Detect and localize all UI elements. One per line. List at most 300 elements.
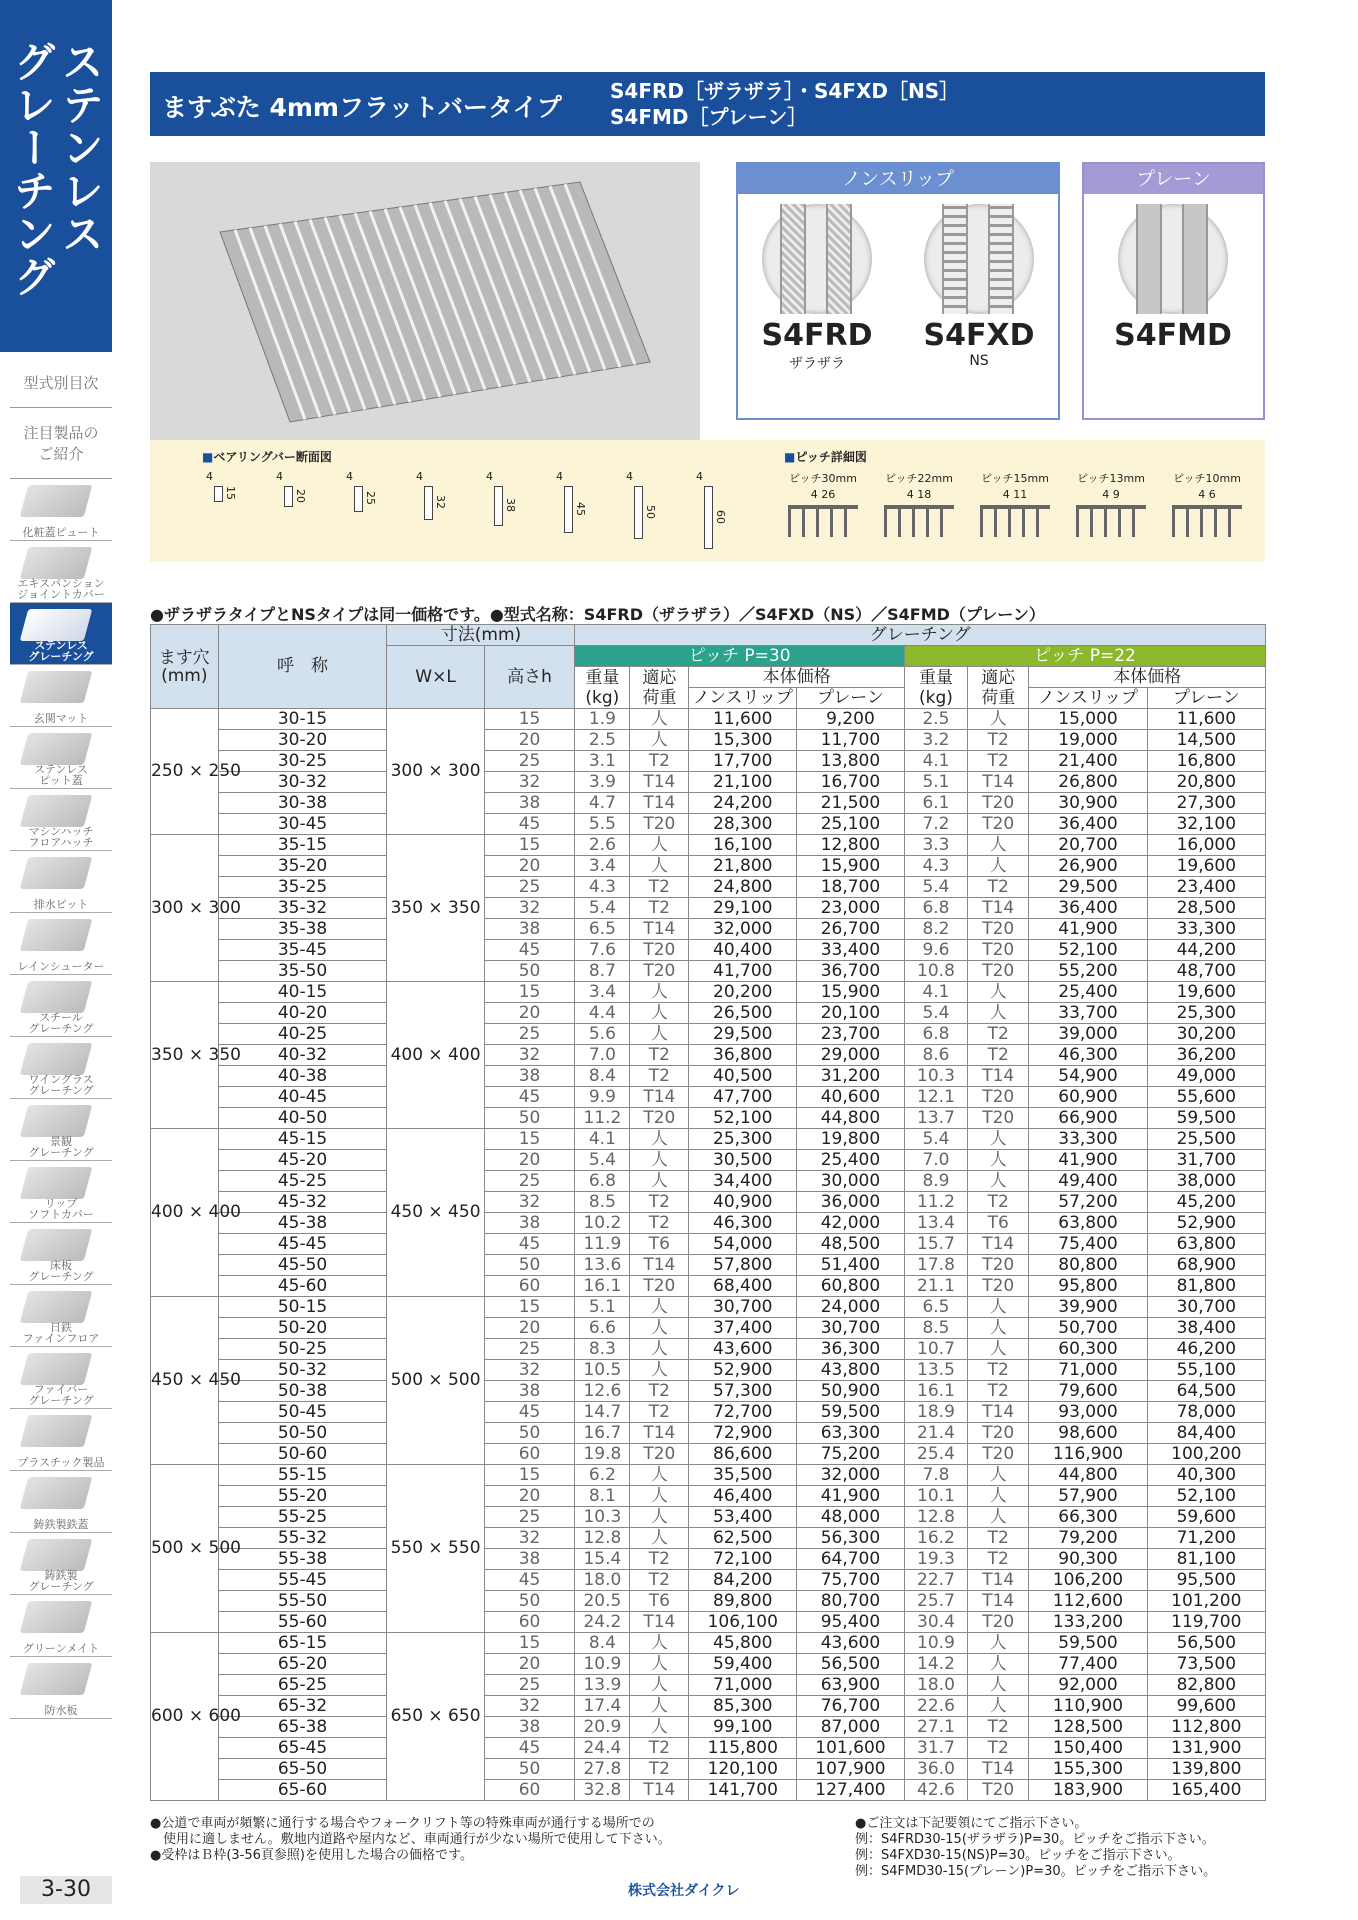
load-30: T20 (630, 1444, 689, 1465)
weight-22: 22.6 (904, 1696, 967, 1717)
price-ns-30: 11,600 (689, 709, 797, 730)
price-pl-22: 45,200 (1147, 1192, 1265, 1213)
table-row (151, 1255, 1266, 1276)
weight-30: 24.2 (575, 1612, 630, 1633)
model-name: 55-45 (218, 1570, 387, 1591)
table-row (151, 940, 1266, 961)
detail-diagrams (150, 440, 1265, 562)
price-ns-22: 25,400 (1029, 982, 1147, 1003)
load-30: T2 (630, 1402, 689, 1423)
sidebar-product[interactable] (10, 1533, 112, 1595)
price-pl-30: 20,100 (797, 1003, 905, 1024)
model-name: 35-38 (218, 919, 387, 940)
price-ns-30: 16,100 (689, 835, 797, 856)
weight-30: 8.1 (575, 1486, 630, 1507)
price-pl-30: 24,000 (797, 1297, 905, 1318)
pitch-dims: 4 11 (1002, 488, 1028, 501)
sidebar-product[interactable] (10, 1161, 112, 1223)
price-pl-22: 16,800 (1147, 751, 1265, 772)
weight-30: 5.4 (575, 898, 630, 919)
table-row (151, 1360, 1266, 1381)
sidebar-product[interactable] (10, 913, 112, 975)
weight-22: 13.4 (904, 1213, 967, 1234)
weight-22: 8.2 (904, 919, 967, 940)
price-pl-22: 59,500 (1147, 1108, 1265, 1129)
height: 25 (484, 1171, 575, 1192)
load-22: 人 (968, 1675, 1029, 1696)
sidebar-title-text (8, 40, 105, 352)
sidebar-product[interactable] (10, 1223, 112, 1285)
bearing-bar (270, 470, 310, 550)
load-22: T20 (968, 1276, 1029, 1297)
price-pl-30: 43,800 (797, 1360, 905, 1381)
sidebar-product[interactable] (10, 479, 112, 541)
price-ns-30: 106,100 (689, 1612, 797, 1633)
load-30: T14 (630, 1780, 689, 1801)
price-pl-30: 11,700 (797, 730, 905, 751)
price-pl-30: 25,100 (797, 814, 905, 835)
weight-30: 3.4 (575, 982, 630, 1003)
load-30: T14 (630, 1255, 689, 1276)
load-22: 人 (968, 1318, 1029, 1339)
price-pl-22: 165,400 (1147, 1780, 1265, 1801)
price-pl-22: 139,800 (1147, 1759, 1265, 1780)
sidebar-nav (10, 358, 112, 1719)
price-ns-22: 46,300 (1029, 1045, 1147, 1066)
weight-30: 4.3 (575, 877, 630, 898)
price-pl-30: 13,800 (797, 751, 905, 772)
bearing-bar (690, 470, 730, 550)
model-name: 30-38 (218, 793, 387, 814)
height: 15 (484, 1465, 575, 1486)
frame-size: 400 × 400 (387, 982, 484, 1129)
model-name: 55-60 (218, 1612, 387, 1633)
weight-22: 6.8 (904, 898, 967, 919)
table-row (151, 898, 1266, 919)
weight-22: 4.1 (904, 982, 967, 1003)
price-ns-30: 141,700 (689, 1780, 797, 1801)
height: 15 (484, 1633, 575, 1654)
weight-22: 4.3 (904, 856, 967, 877)
load-30: 人 (630, 1297, 689, 1318)
height: 25 (484, 1675, 575, 1696)
price-ns-30: 24,200 (689, 793, 797, 814)
weight-22: 7.0 (904, 1150, 967, 1171)
price-ns-30: 30,500 (689, 1150, 797, 1171)
price-pl-22: 16,000 (1147, 835, 1265, 856)
price-pl-30: 127,400 (797, 1780, 905, 1801)
price-pl-30: 56,300 (797, 1528, 905, 1549)
weight-30: 7.6 (575, 940, 630, 961)
weight-30: 13.9 (575, 1675, 630, 1696)
model-name: 55-20 (218, 1486, 387, 1507)
sidebar-product[interactable] (10, 1347, 112, 1409)
weight-30: 5.6 (575, 1024, 630, 1045)
table-row (151, 1465, 1266, 1486)
weight-22: 13.5 (904, 1360, 967, 1381)
price-pl-30: 41,900 (797, 1486, 905, 1507)
price-pl-30: 23,700 (797, 1024, 905, 1045)
s4fxd-sub: NS (969, 353, 989, 369)
load-22: 人 (968, 1297, 1029, 1318)
load-30: T2 (630, 1213, 689, 1234)
nonslip-heading: ノンスリップ (738, 164, 1058, 194)
s4frd-surface-icon (762, 204, 872, 314)
height: 45 (484, 1738, 575, 1759)
height: 20 (484, 856, 575, 877)
price-ns-22: 150,400 (1029, 1738, 1147, 1759)
sidebar-product-label: ファイバー グレーチング (28, 1383, 94, 1407)
load-22: T2 (968, 1360, 1029, 1381)
table-row (151, 1402, 1266, 1423)
table-row (151, 1759, 1266, 1780)
weight-22: 4.1 (904, 751, 967, 772)
product-thumbnail (20, 485, 93, 517)
product-thumbnail (20, 1291, 93, 1323)
price-ns-30: 41,700 (689, 961, 797, 982)
model-name: 50-32 (218, 1360, 387, 1381)
price-pl-22: 46,200 (1147, 1339, 1265, 1360)
table-row (151, 1381, 1266, 1402)
price-ns-30: 62,500 (689, 1528, 797, 1549)
price-pl-30: 9,200 (797, 709, 905, 730)
model-name: 45-45 (218, 1234, 387, 1255)
load-30: 人 (630, 1633, 689, 1654)
load-22: T2 (968, 1192, 1029, 1213)
load-22: T2 (968, 1549, 1029, 1570)
price-pl-22: 81,100 (1147, 1549, 1265, 1570)
sidebar-product[interactable] (10, 727, 112, 789)
weight-22: 22.7 (904, 1570, 967, 1591)
weight-22: 17.8 (904, 1255, 967, 1276)
load-30: T2 (630, 1759, 689, 1780)
sidebar-product[interactable] (10, 789, 112, 851)
load-30: 人 (630, 1024, 689, 1045)
load-30: T14 (630, 1423, 689, 1444)
table-row (151, 1066, 1266, 1087)
sidebar-product[interactable] (10, 851, 112, 913)
price-ns-22: 44,800 (1029, 1465, 1147, 1486)
height: 60 (484, 1276, 575, 1297)
load-22: 人 (968, 1465, 1029, 1486)
price-ns-22: 41,900 (1029, 919, 1147, 940)
price-pl-30: 29,000 (797, 1045, 905, 1066)
bar-height: 38 (504, 498, 517, 512)
price-ns-30: 21,100 (689, 772, 797, 793)
weight-30: 14.7 (575, 1402, 630, 1423)
load-22: T14 (968, 772, 1029, 793)
page-title-bar (150, 72, 1265, 136)
load-22: T20 (968, 1780, 1029, 1801)
table-row (151, 1549, 1266, 1570)
sidebar-product[interactable] (10, 603, 112, 665)
load-30: 人 (630, 1528, 689, 1549)
price-ns-22: 26,800 (1029, 772, 1147, 793)
col-dim: 寸法(mm) (387, 625, 575, 646)
pitch-dims: 4 9 (1102, 488, 1120, 501)
height: 50 (484, 1255, 575, 1276)
sidebar-product[interactable] (10, 665, 112, 727)
sidebar-link[interactable]: 型式別目次 (10, 358, 112, 408)
load-22: 人 (968, 1339, 1029, 1360)
bar-section (424, 486, 433, 520)
table-row (151, 1150, 1266, 1171)
sidebar-product[interactable] (10, 975, 112, 1037)
table-row (151, 751, 1266, 772)
sidebar-product[interactable] (10, 1657, 112, 1719)
price-pl-22: 38,000 (1147, 1171, 1265, 1192)
frame-size: 350 × 350 (387, 835, 484, 982)
pitch-dims: 4 26 (810, 488, 836, 501)
sidebar-product-label: ステンレス グレーチング (28, 639, 94, 663)
load-22: T20 (968, 940, 1029, 961)
bearing-bar (480, 470, 520, 550)
model-name: 35-50 (218, 961, 387, 982)
weight-22: 5.4 (904, 1003, 967, 1024)
model-name: 40-25 (218, 1024, 387, 1045)
load-30: T6 (630, 1234, 689, 1255)
weight-22: 19.3 (904, 1549, 967, 1570)
price-ns-22: 33,300 (1029, 1129, 1147, 1150)
s4fxd-code: S4FXD (923, 318, 1035, 353)
load-22: T2 (968, 751, 1029, 772)
weight-22: 14.2 (904, 1654, 967, 1675)
model-name: 40-32 (218, 1045, 387, 1066)
price-ns-30: 20,200 (689, 982, 797, 1003)
price-pl-30: 36,300 (797, 1339, 905, 1360)
price-ns-30: 52,900 (689, 1360, 797, 1381)
bar-section (564, 486, 573, 533)
price-ns-22: 54,900 (1029, 1066, 1147, 1087)
price-ns-30: 99,100 (689, 1717, 797, 1738)
weight-30: 20.5 (575, 1591, 630, 1612)
height: 38 (484, 793, 575, 814)
load-30: T2 (630, 1738, 689, 1759)
pitch-item (1066, 470, 1156, 537)
load-22: T20 (968, 1108, 1029, 1129)
weight-30: 4.4 (575, 1003, 630, 1024)
price-pl-22: 78,000 (1147, 1402, 1265, 1423)
load-30: T2 (630, 1066, 689, 1087)
model-name: 35-45 (218, 940, 387, 961)
model-name: 65-60 (218, 1780, 387, 1801)
price-pl-30: 60,800 (797, 1276, 905, 1297)
bar-width: 4 (206, 470, 213, 483)
pitch-item (1162, 470, 1252, 537)
price-ns-22: 33,700 (1029, 1003, 1147, 1024)
weight-30: 8.3 (575, 1339, 630, 1360)
load-30: 人 (630, 1696, 689, 1717)
load-22: T14 (968, 1234, 1029, 1255)
load-22: T14 (968, 1570, 1029, 1591)
weight-30: 12.6 (575, 1381, 630, 1402)
model-name: 40-38 (218, 1066, 387, 1087)
s4frd-sub: ザラザラ (789, 356, 845, 372)
height: 32 (484, 898, 575, 919)
footnote-order: ●ご注文は下記要領にてご指示下さい。 例：S4FRD30-15(ザラザラ)P=30。ピッチをご指示下さい。 例：S4FXD30-15(NS)P=30。ピッチをご指示下さい。 例：S4FMD30-15(プレーン)P=30。ピッチをご指示下さい。 (855, 1816, 1217, 1879)
height: 25 (484, 1507, 575, 1528)
height: 15 (484, 982, 575, 1003)
price-pl-30: 15,900 (797, 856, 905, 877)
price-ns-22: 15,000 (1029, 709, 1147, 730)
load-22: T14 (968, 1402, 1029, 1423)
load-22: 人 (968, 835, 1029, 856)
pitch-label: ピッチ13mm (1077, 472, 1145, 485)
price-pl-30: 48,000 (797, 1507, 905, 1528)
table-row (151, 1507, 1266, 1528)
sidebar-link[interactable]: 注目製品の ご紹介 (10, 408, 112, 479)
sidebar-product-label: 玄関マット (33, 712, 89, 725)
height: 32 (484, 1528, 575, 1549)
price-pl-22: 14,500 (1147, 730, 1265, 751)
col-pitch30: ピッチ P=30 (575, 646, 904, 667)
model-name: 30-20 (218, 730, 387, 751)
load-30: T20 (630, 1108, 689, 1129)
height: 50 (484, 1591, 575, 1612)
model-name: 65-20 (218, 1654, 387, 1675)
height: 45 (484, 1087, 575, 1108)
price-ns-22: 183,900 (1029, 1780, 1147, 1801)
load-22: 人 (968, 856, 1029, 877)
load-22: T14 (968, 1591, 1029, 1612)
hole-size: 450 × 450 (151, 1297, 219, 1465)
product-thumbnail (20, 671, 93, 703)
weight-30: 4.1 (575, 1129, 630, 1150)
price-ns-22: 128,500 (1029, 1717, 1147, 1738)
product-thumbnail (20, 981, 93, 1013)
bar-width: 4 (696, 470, 703, 483)
price-pl-22: 52,900 (1147, 1213, 1265, 1234)
price-pl-22: 25,300 (1147, 1003, 1265, 1024)
price-ns-22: 30,900 (1029, 793, 1147, 814)
sidebar-product-label: ワイングラス グレーチング (28, 1073, 94, 1097)
load-22: T2 (968, 1024, 1029, 1045)
weight-22: 3.2 (904, 730, 967, 751)
table-row (151, 961, 1266, 982)
load-30: 人 (630, 1360, 689, 1381)
product-thumbnail (20, 1601, 93, 1633)
model-name: 50-25 (218, 1339, 387, 1360)
height: 38 (484, 1381, 575, 1402)
price-ns-30: 59,400 (689, 1654, 797, 1675)
load-22: T20 (968, 1255, 1029, 1276)
hole-size: 400 × 400 (151, 1129, 219, 1297)
pitch-label: ピッチ15mm (981, 472, 1049, 485)
price-ns-30: 46,400 (689, 1486, 797, 1507)
price-ns-30: 17,700 (689, 751, 797, 772)
weight-30: 15.4 (575, 1549, 630, 1570)
weight-22: 8.6 (904, 1045, 967, 1066)
load-30: T2 (630, 1549, 689, 1570)
table-row (151, 919, 1266, 940)
height: 38 (484, 1717, 575, 1738)
height: 45 (484, 1570, 575, 1591)
sidebar-product[interactable] (10, 1595, 112, 1657)
weight-30: 16.7 (575, 1423, 630, 1444)
price-ns-30: 85,300 (689, 1696, 797, 1717)
load-30: T14 (630, 1087, 689, 1108)
model-name: 65-45 (218, 1738, 387, 1759)
pitch-dims: 4 6 (1198, 488, 1216, 501)
sidebar-product-label: グリーンメイト (22, 1642, 100, 1655)
table-row (151, 856, 1266, 877)
load-30: T14 (630, 772, 689, 793)
sidebar-product[interactable] (10, 1471, 112, 1533)
sidebar-product[interactable] (10, 1099, 112, 1161)
price-pl-30: 75,200 (797, 1444, 905, 1465)
price-ns-22: 95,800 (1029, 1276, 1147, 1297)
load-30: T14 (630, 793, 689, 814)
price-ns-22: 92,000 (1029, 1675, 1147, 1696)
bar-width: 4 (346, 470, 353, 483)
pitch-item (874, 470, 964, 537)
sidebar-product[interactable] (10, 1409, 112, 1471)
sidebar-product[interactable] (10, 1037, 112, 1099)
table-row (151, 1003, 1266, 1024)
table-row (151, 1339, 1266, 1360)
height: 38 (484, 919, 575, 940)
product-thumbnail (20, 1167, 93, 1199)
col-pl-22: プレーン (1147, 688, 1265, 709)
load-30: T14 (630, 919, 689, 940)
height: 20 (484, 1486, 575, 1507)
weight-30: 24.4 (575, 1738, 630, 1759)
model-name: 40-15 (218, 982, 387, 1003)
table-row (151, 1045, 1266, 1066)
price-ns-30: 43,600 (689, 1339, 797, 1360)
sidebar-product-label: 防水板 (44, 1704, 78, 1717)
price-pl-30: 63,300 (797, 1423, 905, 1444)
sidebar-product[interactable] (10, 541, 112, 603)
height: 38 (484, 1549, 575, 1570)
weight-30: 3.4 (575, 856, 630, 877)
product-thumbnail (20, 1105, 93, 1137)
price-ns-22: 112,600 (1029, 1591, 1147, 1612)
sidebar-product[interactable] (10, 1285, 112, 1347)
load-22: 人 (968, 1486, 1029, 1507)
price-pl-22: 81,800 (1147, 1276, 1265, 1297)
price-ns-30: 28,300 (689, 814, 797, 835)
price-pl-30: 21,500 (797, 793, 905, 814)
col-price-22: 本体価格 (1029, 667, 1266, 688)
weight-22: 7.2 (904, 814, 967, 835)
product-thumbnail (20, 1539, 93, 1571)
col-load-30: 適応 荷重 (630, 667, 689, 709)
price-pl-22: 59,600 (1147, 1507, 1265, 1528)
weight-22: 9.6 (904, 940, 967, 961)
bar-section (354, 486, 363, 512)
model-name: 55-38 (218, 1549, 387, 1570)
s4fmd-code: S4FMD (1114, 318, 1232, 353)
load-30: 人 (630, 1654, 689, 1675)
price-pl-30: 33,400 (797, 940, 905, 961)
load-30: 人 (630, 1717, 689, 1738)
pitch-label: ピッチ22mm (885, 472, 953, 485)
price-ns-22: 26,900 (1029, 856, 1147, 877)
model-name: 35-32 (218, 898, 387, 919)
sidebar-title-column: グレーチング (8, 40, 57, 298)
price-ns-22: 39,900 (1029, 1297, 1147, 1318)
price-pl-30: 19,800 (797, 1129, 905, 1150)
sidebar-product-label: レインシューター (17, 960, 105, 973)
price-pl-30: 87,000 (797, 1717, 905, 1738)
model-name: 35-25 (218, 877, 387, 898)
bar-section (634, 486, 643, 539)
load-30: 人 (630, 1507, 689, 1528)
sample-s4fxd (914, 204, 1044, 369)
table-row (151, 1171, 1266, 1192)
weight-22: 18.0 (904, 1675, 967, 1696)
